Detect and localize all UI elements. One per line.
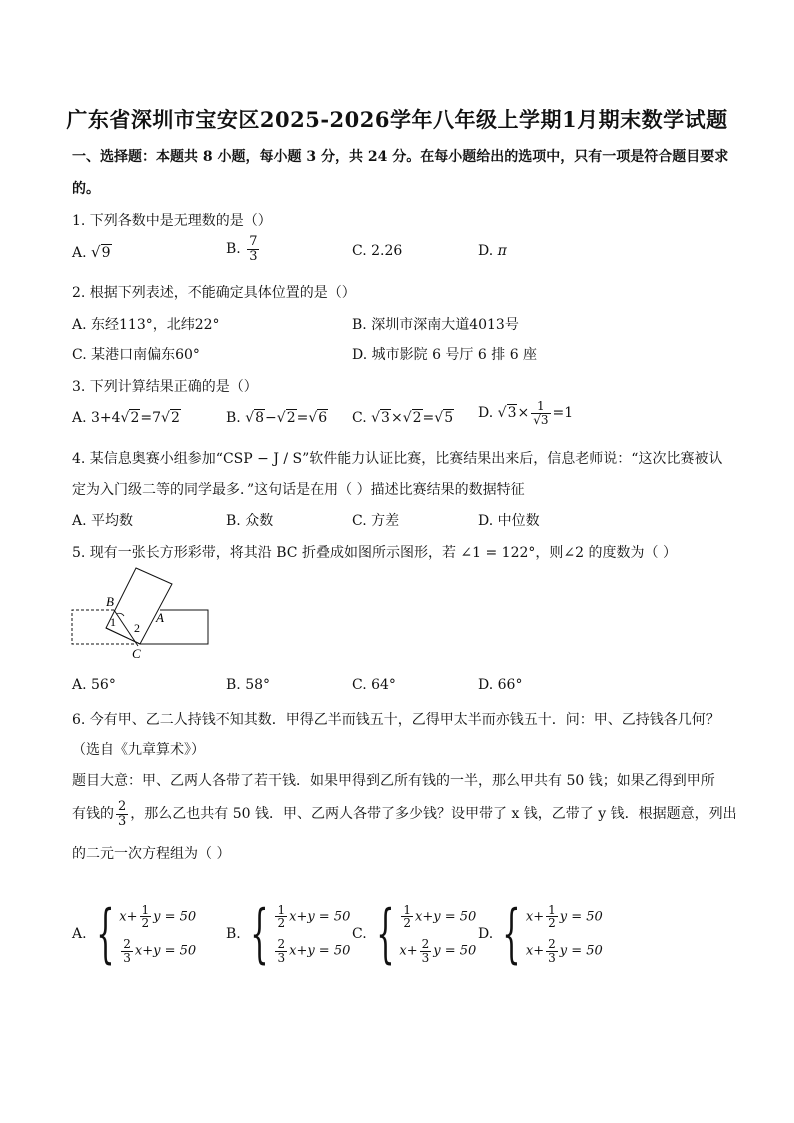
q1-b-label: B. [226, 241, 241, 258]
q6-line2: （选自《九章算术》） [72, 742, 205, 758]
q2-option-b: B. 深圳市深南大道4013号 [352, 317, 519, 333]
q1-option-a: A. √9 [72, 243, 111, 261]
section-instructions-line1: 一、选择题：本题共 8 小题，每小题 3 分，共 24 分。在每小题给出的选项中，只有一项是符合题目要求 [72, 149, 729, 165]
q6-line4-pre: 有钱的 [72, 806, 114, 823]
q5-label-angle1: 1 [110, 615, 116, 629]
q6-line5: 的二元一次方程组为（ ） [72, 846, 231, 862]
q1-b-denominator: 3 [249, 248, 258, 264]
q4-option-a: A. 平均数 [72, 513, 134, 529]
q3-option-a: A. 3+4√2=7√2 [72, 410, 180, 426]
q1-stem: 1. 下列各数中是无理数的是（） [72, 213, 272, 229]
section-instructions-line2: 的。 [72, 181, 100, 197]
q3-b-label: B. [226, 410, 241, 426]
q3-a-label: A. [72, 410, 87, 426]
q4-line1: 4. 某信息奥赛小组参加“CSP − J / S”软件能力认证比赛，比赛结果出来后，信息老师说：“这次比赛被认 [72, 451, 723, 467]
q1-a-value: 9 [101, 245, 111, 261]
q1-d-value: π [497, 243, 507, 259]
q6-d-label: D. [478, 926, 494, 942]
q4-option-c: C. 方差 [352, 513, 400, 529]
q2-option-c: C. 某港口南偏东60° [72, 347, 200, 363]
q1-c-label: C. [352, 243, 367, 259]
q6-frac-num: 2 [118, 799, 127, 814]
q6-frac-den: 3 [118, 813, 127, 829]
q5-label-b: B [106, 594, 114, 609]
q4-option-d: D. 中位数 [478, 513, 540, 529]
q5-label-angle2: 2 [134, 621, 140, 635]
q3-option-b: B. √8−√2=√6 [226, 410, 328, 426]
q6-line4 [72, 800, 737, 828]
page-title: 广东省深圳市宝安区2025-2026学年八年级上学期1月期末数学试题 [66, 107, 728, 132]
q6-c-label: C. [352, 926, 367, 942]
q5-label-c: C [132, 646, 141, 661]
q5-folded-strip-figure [68, 566, 214, 662]
q6-option-c: C. { $\frac{1}{2}$ x+y = 50 x+ $\frac{2}{3}$ y = 50 [352, 897, 477, 971]
q1-a-label: A. [72, 245, 87, 261]
q1-option-b [226, 235, 261, 263]
q6-a-label: A. [72, 926, 87, 942]
q3-c-label: C. [352, 410, 367, 426]
q6-b-label: B. [226, 926, 241, 942]
q6-line1: 6. 今有甲、乙二人持钱不知其数．甲得乙半而钱五十，乙得甲太半而亦钱五十．问：甲、乙持钱各几何？ [72, 712, 720, 728]
q3-stem: 3. 下列计算结果正确的是（） [72, 379, 258, 395]
q5-option-d: D. 66° [478, 677, 523, 693]
q5-option-b: B. 58° [226, 677, 271, 693]
q5-option-a: A. 56° [72, 677, 116, 693]
q6-line4-post: ，那么乙也共有 50 钱．甲、乙两人各带了多少钱？设甲带了 x 钱，乙带了 y 钱．根据题意，列出 [130, 806, 737, 823]
q6-line3: 题目大意：甲、乙两人各带了若干钱．如果甲得到乙所有钱的一半，那么甲共有 50 钱；如果乙得到甲所 [72, 773, 715, 789]
q3-d-label: D. [478, 405, 494, 422]
q2-stem: 2. 根据下列表述，不能确定具体位置的是（） [72, 285, 356, 301]
q1-b-fraction [247, 235, 259, 263]
q1-option-d [478, 243, 507, 259]
q4-line2: 定为入门级二等的同学最多．”这句话是在用（ ）描述比赛结果的数据特征 [72, 482, 525, 498]
q1-c-value: 2.26 [371, 243, 403, 259]
q5-stem: 5. 现有一张长方形彩带，将其沿 BC 折叠成如图所示图形，若 ∠1 = 122°，则∠2 的度数为（ ） [72, 545, 677, 561]
q4-option-b: B. 众数 [226, 513, 274, 529]
q1-option-c [352, 243, 402, 259]
q1-d-label: D. [478, 243, 494, 259]
q2-option-a: A. 东经113°，北纬22° [72, 317, 220, 333]
q6-option-a: A. { x+ $\frac{1}{2}$ y = 50 $\frac{2}{3}$ x+y = 50 [72, 897, 197, 971]
q3-option-c: C. √3×√2=√5 [352, 410, 454, 426]
q3-option-d: D. √3× $\frac{1}{√3}$ =1 [478, 399, 574, 427]
q5-option-c: C. 64° [352, 677, 396, 693]
q2-option-d: D. 城市影院 6 号厅 6 排 6 座 [352, 347, 538, 363]
q6-option-b: B. { $\frac{1}{2}$ x+y = 50 $\frac{2}{3}$ x+y = 50 [226, 897, 351, 971]
q5-label-a: A [156, 610, 164, 625]
q6-option-d: D. { x+ $\frac{1}{2}$ y = 50 x+ $\frac{2}{3}$ y = 50 [478, 897, 603, 971]
q1-b-numerator: 7 [249, 234, 258, 249]
